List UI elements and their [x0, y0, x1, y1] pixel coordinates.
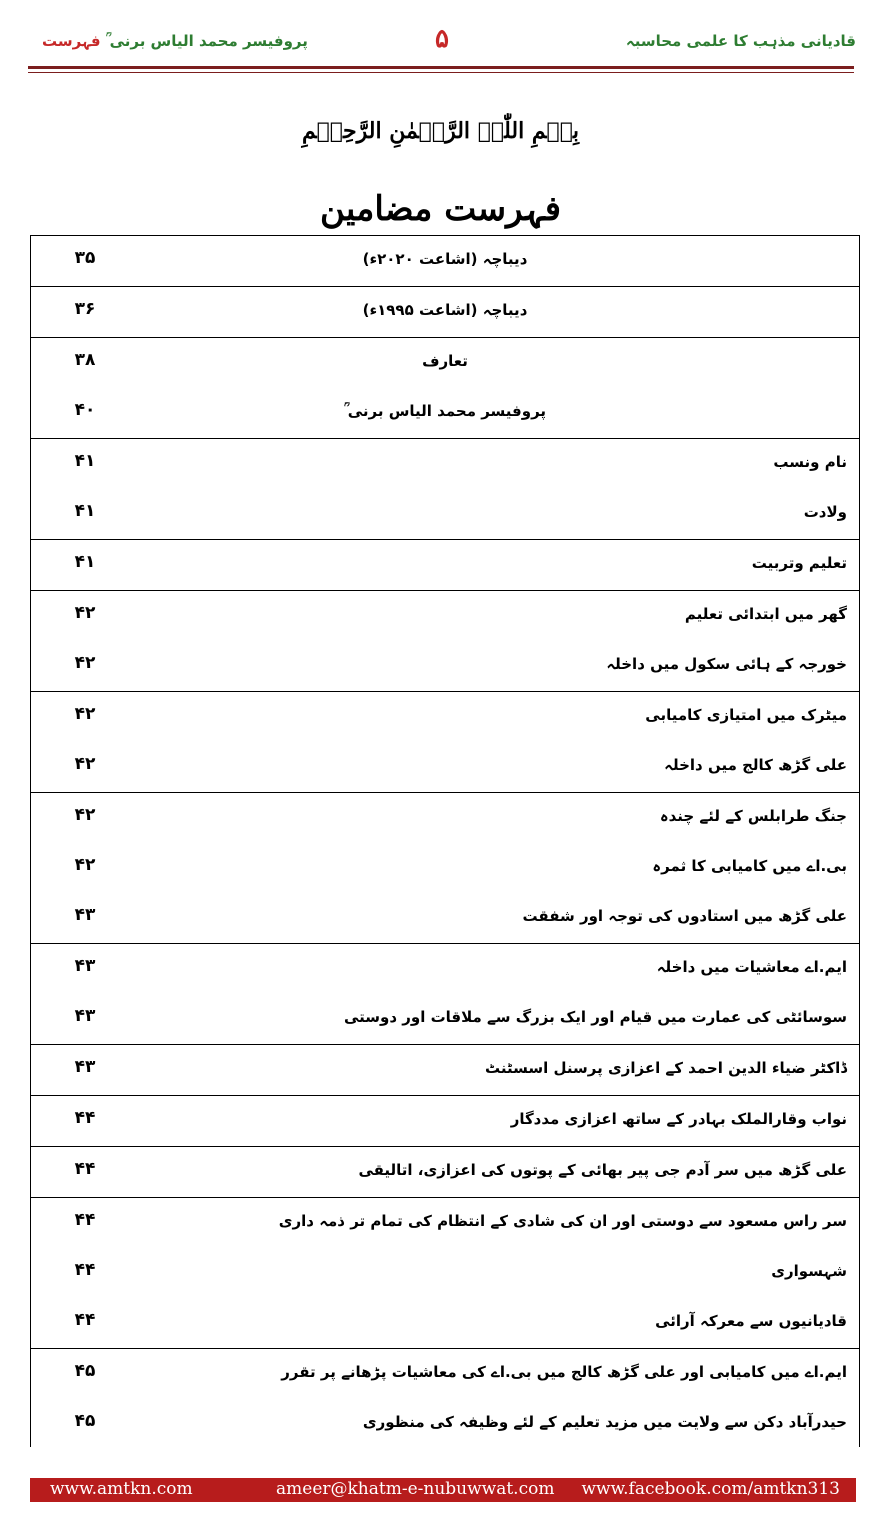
toc-entry-title: ایم.اے میں کامیابی اور علی گڑھ کالج میں بی.اے کی معاشیات پڑھانے پر تقرر	[281, 1363, 847, 1381]
toc-entry[interactable]	[31, 793, 859, 843]
toc-entry-title: بی.اے میں کامیابی کا ثمرہ	[652, 857, 847, 875]
toc-entry-page: ۴۳	[74, 1057, 96, 1077]
toc-entry-title: تعلیم وتربیت	[751, 554, 847, 572]
toc-entry-page: ۴۴	[74, 1108, 96, 1128]
toc-entry[interactable]	[31, 1045, 859, 1095]
toc-entry[interactable]	[31, 994, 859, 1044]
toc-entry[interactable]	[31, 1096, 859, 1146]
page-header	[28, 18, 856, 62]
bismillah: بِسۡمِ اللّٰہِ الرَّحۡمٰنِ الرَّحِیۡمِ	[301, 118, 580, 144]
toc-entry-page: ۳۶	[74, 299, 96, 319]
toc-entry[interactable]	[31, 944, 859, 994]
toc-entry-page: ۳۵	[74, 248, 96, 268]
toc-entry[interactable]	[31, 1198, 859, 1248]
toc-entry-title: نام ونسب	[773, 453, 847, 471]
toc-group	[31, 944, 859, 1045]
toc-group	[31, 1198, 859, 1349]
toc-entry[interactable]	[31, 287, 859, 337]
toc-entry[interactable]	[31, 742, 859, 792]
book-title: قادیانی مذہب کا علمی محاسبہ	[625, 32, 856, 50]
toc-entry-title: علی گڑھ میں سر آدم جی پیر بھائی کے پوتوں کی اعزازی، اتالیقی	[358, 1161, 847, 1179]
toc-entry-title: میٹرک میں امتیازی کامیابی	[645, 706, 847, 724]
toc-entry[interactable]	[31, 843, 859, 893]
toc-entry-page: ۴۱	[74, 552, 96, 572]
toc-entry[interactable]	[31, 1399, 859, 1447]
toc-entry[interactable]	[31, 540, 859, 590]
toc-entry-title: تعارف	[422, 352, 468, 370]
toc-entry[interactable]	[31, 1298, 859, 1348]
toc-group	[31, 1096, 859, 1147]
toc-entry-page: ۴۵	[74, 1411, 96, 1431]
toc-entry-page: ۴۳	[74, 905, 96, 925]
toc-entry[interactable]	[31, 591, 859, 641]
header-rule-thin	[28, 72, 854, 73]
toc-entry-page: ۴۰	[74, 400, 96, 420]
toc-entry-page: ۴۱	[74, 501, 96, 521]
toc-entry-page: ۳۸	[74, 350, 96, 370]
toc-entry-title: خورجہ کے ہائی سکول میں داخلہ	[606, 655, 847, 673]
toc-entry-title: ڈاکٹر ضیاء الدین احمد کے اعزازی پرسنل اسسٹنٹ	[485, 1059, 847, 1077]
toc-entry-title: علی گڑھ کالج میں داخلہ	[664, 756, 847, 774]
toc-entry[interactable]	[31, 692, 859, 742]
toc-group	[31, 439, 859, 540]
footer-website-link[interactable]: www.amtkn.com	[50, 1479, 193, 1499]
toc-entry-title: ایم.اے معاشیات میں داخلہ	[656, 958, 847, 976]
toc-entry-page: ۴۱	[74, 451, 96, 471]
toc-entry-title: دیباچہ (اشاعت ۱۹۹۵ء)	[362, 301, 528, 319]
header-meta	[28, 32, 308, 50]
toc-entry-title: قادیانیوں سے معرکہ آرائی	[655, 1312, 847, 1330]
toc-entry-page: ۴۴	[74, 1159, 96, 1179]
toc-entry[interactable]	[31, 1349, 859, 1399]
toc-entry-title: دیباچہ (اشاعت ۲۰۲۰ء)	[362, 250, 528, 268]
toc-entry-title: ولادت	[803, 503, 847, 521]
header-rule	[28, 66, 854, 69]
toc-entry[interactable]	[31, 641, 859, 691]
toc-entry-page: ۴۴	[74, 1210, 96, 1230]
toc-entry-page: ۴۳	[74, 1006, 96, 1026]
toc-entry-page: ۴۲	[74, 805, 96, 825]
toc-entry-page: ۴۳	[74, 956, 96, 976]
toc-entry-title: جنگ طرابلس کے لئے چندہ	[659, 807, 847, 825]
toc-group	[31, 287, 859, 338]
author-name: پروفیسر محمد الیاس برنی ؒ	[105, 32, 308, 50]
toc-entry-page: ۴۲	[74, 754, 96, 774]
toc-entry-page: ۴۵	[74, 1361, 96, 1381]
toc-entry[interactable]	[31, 236, 859, 286]
page-footer	[30, 1478, 856, 1502]
toc-entry[interactable]	[31, 1248, 859, 1298]
toc-entry[interactable]	[31, 489, 859, 539]
toc-entry-page: ۴۲	[74, 653, 96, 673]
toc-entry-title: نواب وقارالملک بہادر کے ساتھ اعزازی مددگار	[510, 1110, 847, 1128]
toc-entry-page: ۴۲	[74, 704, 96, 724]
toc-group	[31, 1349, 859, 1447]
section-name: فہرست	[42, 32, 101, 50]
toc-entry[interactable]	[31, 338, 859, 388]
toc-group	[31, 540, 859, 591]
footer-facebook-link[interactable]: www.facebook.com/amtkn313	[581, 1479, 840, 1499]
page-number: ۵	[435, 24, 449, 54]
footer-email-link[interactable]: ameer@khatm-e-nubuwwat.com	[276, 1479, 555, 1499]
toc-entry-page: ۴۴	[74, 1260, 96, 1280]
toc-group	[31, 236, 859, 287]
toc-entry-title: حیدرآباد دکن سے ولایت میں مزید تعلیم کے لئے وظیفہ کی منظوری	[362, 1413, 847, 1431]
toc-entry[interactable]	[31, 1147, 859, 1197]
page-title: فہرست مضامین	[319, 189, 562, 229]
toc-entry[interactable]	[31, 439, 859, 489]
toc-entry-title: سر راس مسعود سے دوستی اور ان کی شادی کے انتظام کی تمام تر ذمہ داری	[278, 1212, 847, 1230]
toc-entry-page: ۴۴	[74, 1310, 96, 1330]
toc-group	[31, 1147, 859, 1198]
toc-group	[31, 591, 859, 692]
toc-entry-title: سوسائٹی کی عمارت میں قیام اور ایک بزرگ سے ملاقات اور دوستی	[343, 1008, 847, 1026]
toc-group	[31, 1045, 859, 1096]
toc-entry[interactable]	[31, 893, 859, 943]
toc-entry-title: پروفیسر محمد الیاس برنی ؒ	[343, 402, 547, 420]
toc-entry-page: ۴۲	[74, 603, 96, 623]
toc-entry-title: شہسواری	[771, 1262, 847, 1280]
toc-entry-page: ۴۲	[74, 855, 96, 875]
toc-entry-title: علی گڑھ میں استادوں کی توجہ اور شفقت	[522, 907, 847, 925]
toc-entry[interactable]	[31, 388, 859, 438]
toc-table	[30, 235, 860, 1447]
toc-group	[31, 338, 859, 439]
toc-group	[31, 692, 859, 793]
toc-entry-title: گھر میں ابتدائی تعلیم	[684, 605, 847, 623]
toc-group	[31, 793, 859, 944]
